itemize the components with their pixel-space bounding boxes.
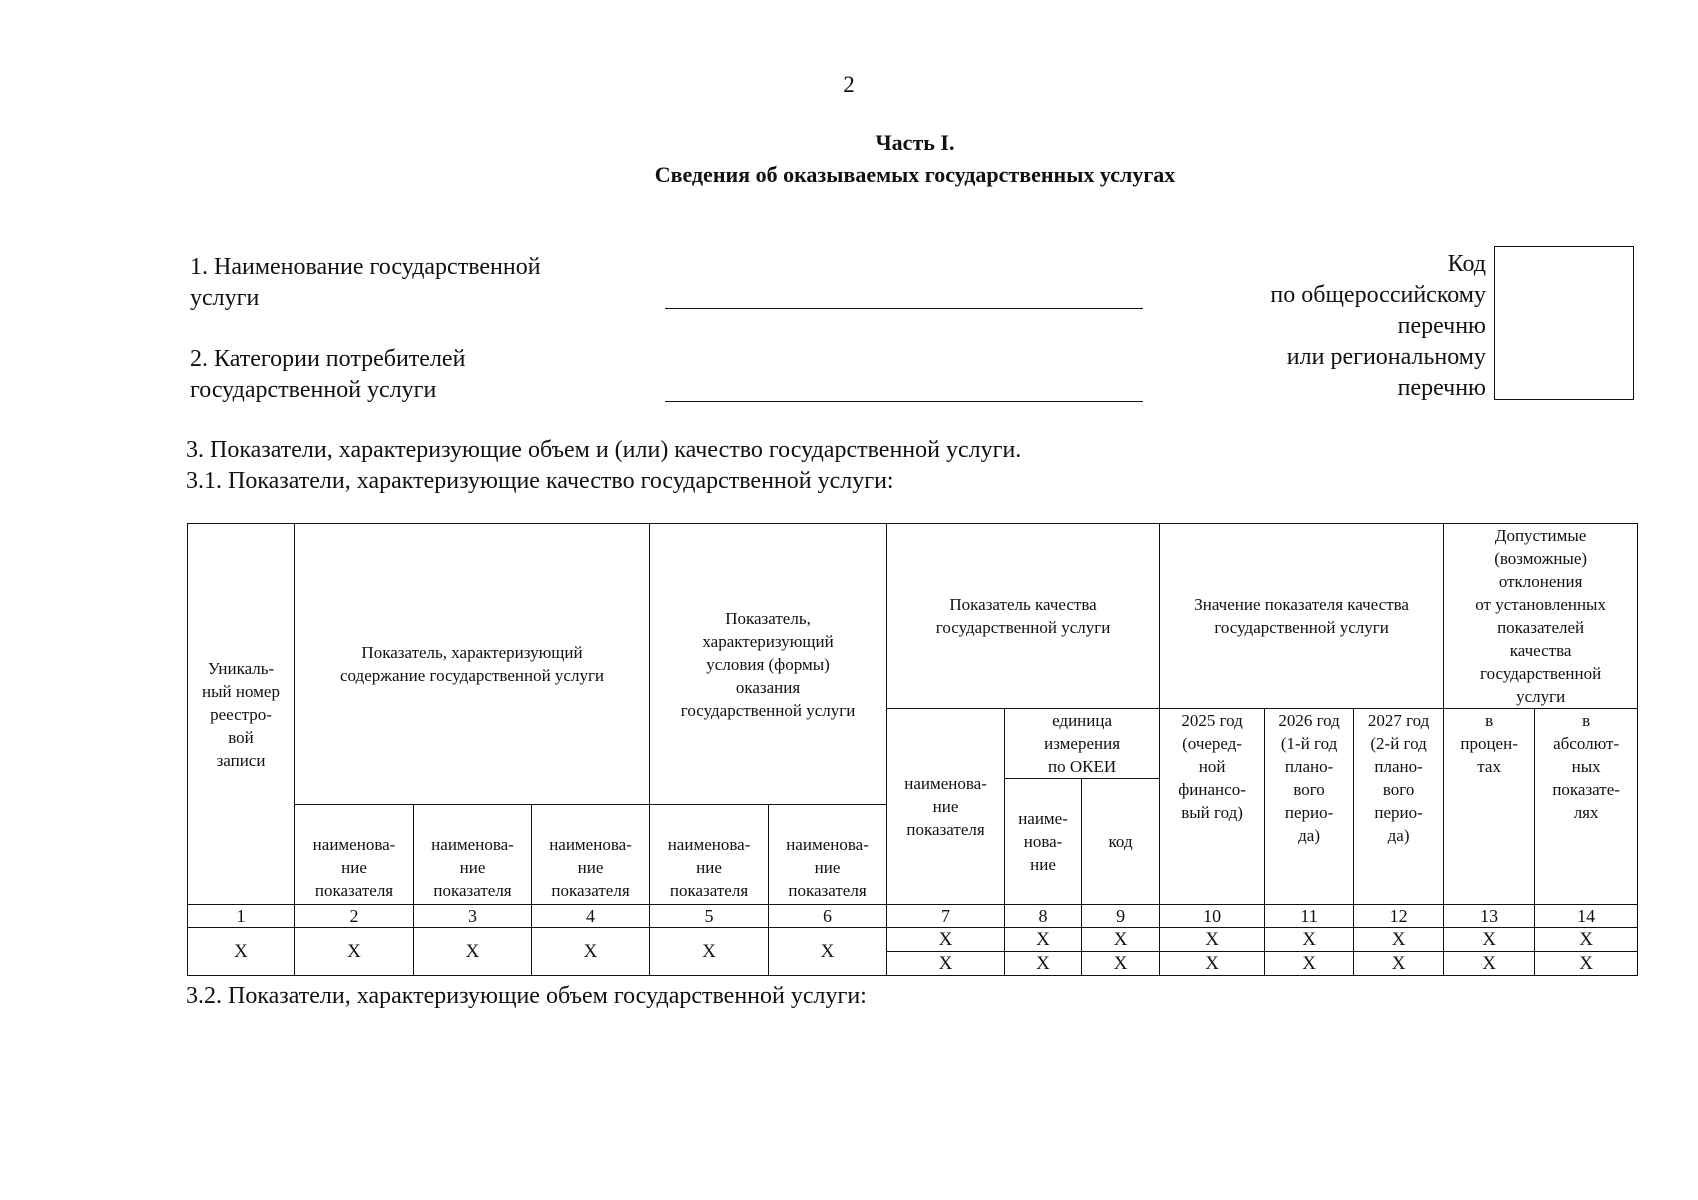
column-number: 7 bbox=[887, 905, 1005, 928]
table-cell: X bbox=[1535, 928, 1638, 952]
section-3-2-heading: 3.2. Показатели, характеризующие объем государственной услуги: bbox=[186, 983, 867, 1009]
consumer-categories-label: 2. Категории потребителей государственной услуги bbox=[190, 346, 466, 403]
column-number: 5 bbox=[650, 905, 769, 928]
header-conditions-name-2: наименова- ние показателя bbox=[769, 805, 887, 905]
table-cell: X bbox=[887, 928, 1005, 952]
column-number: 6 bbox=[769, 905, 887, 928]
table-cell: X bbox=[1265, 952, 1354, 976]
code-box[interactable] bbox=[1494, 246, 1634, 400]
header-conditions-indicator: Показатель, характеризующий условия (формы) оказания государственной услуги bbox=[650, 524, 887, 805]
column-number: 12 bbox=[1354, 905, 1444, 928]
section-3-1-heading: 3.1. Показатели, характеризующие качество государственной услуги: bbox=[186, 468, 894, 494]
code-label: Код по общероссийскому перечню или региональному перечню bbox=[1270, 251, 1486, 401]
table-cell: X bbox=[188, 928, 295, 976]
header-in-absolute: в абсолют- ных показате- лях bbox=[1535, 709, 1638, 905]
header-unit-name: наиме- нова- ние bbox=[1005, 779, 1082, 905]
table-cell: X bbox=[1082, 952, 1160, 976]
header-indicator-name: наименова- ние показателя bbox=[887, 709, 1005, 905]
table-cell: X bbox=[1160, 928, 1265, 952]
header-content-name-1: наименова- ние показателя bbox=[295, 805, 414, 905]
consumer-categories-fill-line[interactable] bbox=[665, 401, 1143, 402]
header-deviations: Допустимые (возможные) отклонения от установленных показателей качества государственной услуги bbox=[1444, 524, 1638, 709]
table-cell: X bbox=[414, 928, 532, 976]
table-cell: X bbox=[1354, 928, 1444, 952]
column-number: 4 bbox=[532, 905, 650, 928]
header-unit-code: код bbox=[1082, 779, 1160, 905]
header-content-name-3: наименова- ние показателя bbox=[532, 805, 650, 905]
column-number-row bbox=[188, 905, 1638, 928]
part-subtitle: Сведения об оказываемых государственных услугах bbox=[654, 162, 1176, 187]
table-cell: X bbox=[1535, 952, 1638, 976]
header-year-2027: 2027 год (2-й год плано- вого перио- да) bbox=[1354, 709, 1444, 905]
table-cell: X bbox=[1160, 952, 1265, 976]
header-content-name-2: наименова- ние показателя bbox=[414, 805, 532, 905]
column-number: 14 bbox=[1535, 905, 1638, 928]
table-cell: X bbox=[532, 928, 650, 976]
table-cell: X bbox=[887, 952, 1005, 976]
table-cell: X bbox=[650, 928, 769, 976]
column-number: 11 bbox=[1265, 905, 1354, 928]
service-name-fill-line[interactable] bbox=[665, 308, 1143, 309]
table-cell: X bbox=[1444, 928, 1535, 952]
column-number: 8 bbox=[1005, 905, 1082, 928]
column-number: 1 bbox=[188, 905, 295, 928]
column-number: 3 bbox=[414, 905, 532, 928]
header-quality-value: Значение показателя качества государственной услуги bbox=[1160, 524, 1444, 709]
table-cell: X bbox=[1354, 952, 1444, 976]
table-cell: X bbox=[1444, 952, 1535, 976]
part-title: Часть I. bbox=[875, 130, 955, 155]
column-number: 10 bbox=[1160, 905, 1265, 928]
column-number: 2 bbox=[295, 905, 414, 928]
table-cell: X bbox=[1265, 928, 1354, 952]
header-quality-indicator: Показатель качества государственной услуги bbox=[887, 524, 1160, 709]
section-3-heading: 3. Показатели, характеризующие объем и (или) качество государственной услуги. bbox=[186, 437, 1022, 463]
header-content-indicator: Показатель, характеризующий содержание государственной услуги bbox=[295, 524, 650, 805]
header-in-percent: в процен- тах bbox=[1444, 709, 1535, 905]
header-conditions-name-1: наименова- ние показателя bbox=[650, 805, 769, 905]
header-year-2025: 2025 год (очеред- ной финансо- вый год) bbox=[1160, 709, 1265, 905]
service-name-label: 1. Наименование государственной услуги bbox=[190, 254, 541, 311]
quality-indicators-table bbox=[187, 523, 1638, 976]
table-row bbox=[188, 928, 1638, 952]
table-cell: X bbox=[295, 928, 414, 976]
column-number: 9 bbox=[1082, 905, 1160, 928]
page-number: 2 bbox=[843, 72, 855, 97]
table-cell: X bbox=[769, 928, 887, 976]
header-unique-number: Уникаль- ный номер реестро- вой записи bbox=[188, 524, 295, 905]
header-year-2026: 2026 год (1-й год плано- вого перио- да) bbox=[1265, 709, 1354, 905]
table-cell: X bbox=[1005, 952, 1082, 976]
header-unit-okei: единица измерения по ОКЕИ bbox=[1005, 709, 1160, 779]
table-cell: X bbox=[1082, 928, 1160, 952]
column-number: 13 bbox=[1444, 905, 1535, 928]
table-cell: X bbox=[1005, 928, 1082, 952]
